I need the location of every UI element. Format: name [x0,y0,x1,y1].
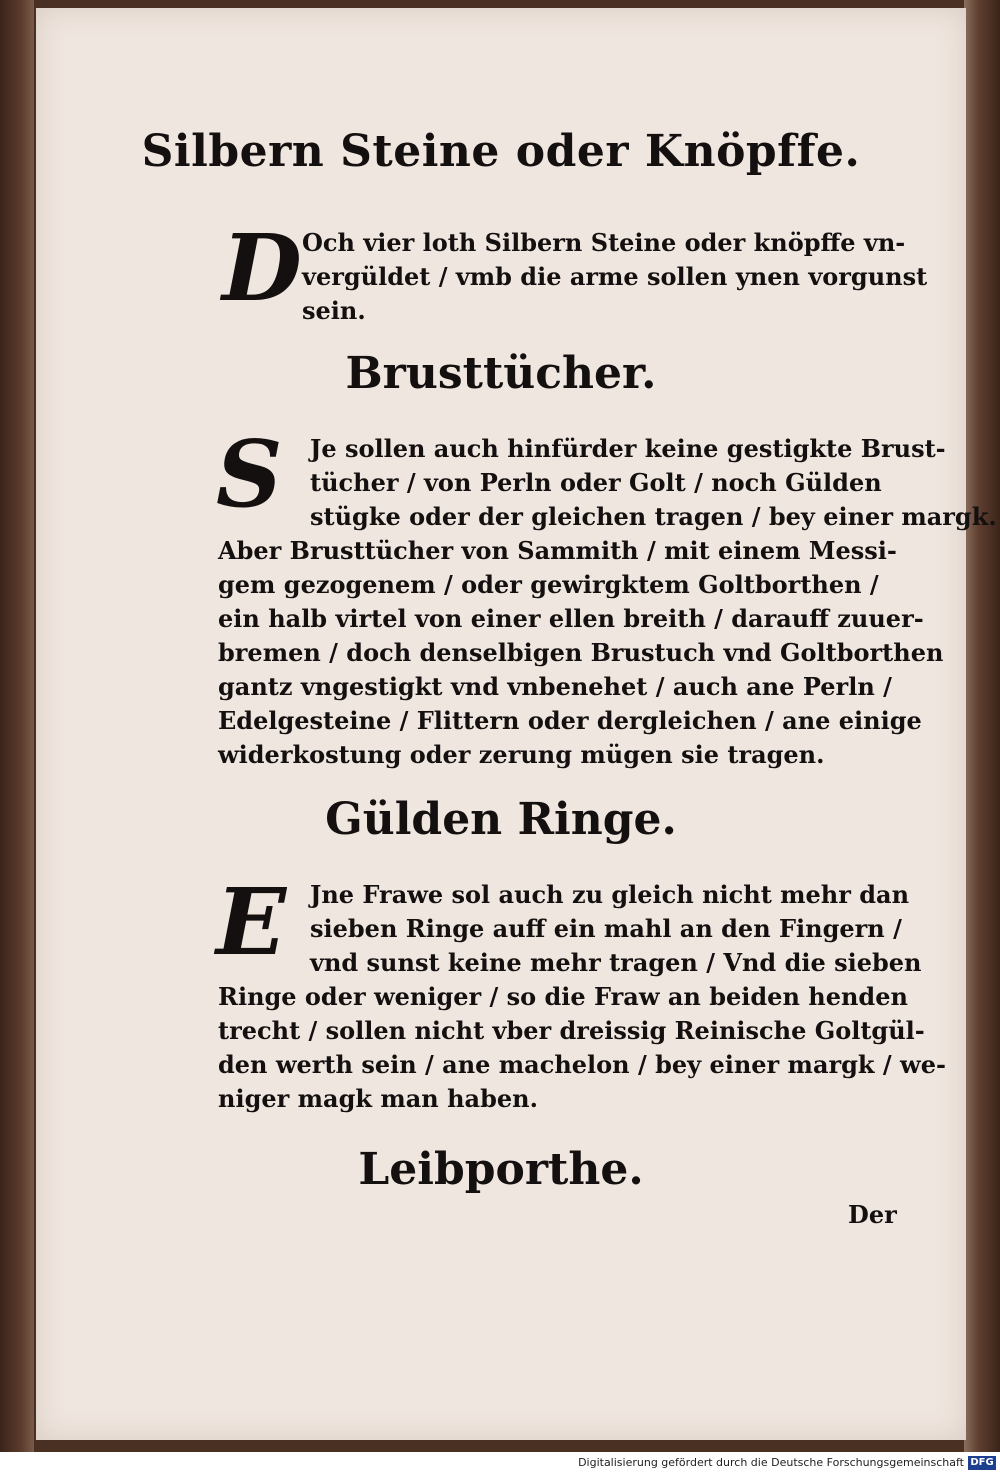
drop-initial-e: E [216,868,287,976]
book-edge-right [964,0,1000,1452]
text-line: Je sollen auch hinfürder keine gestigkte Brust- [310,434,946,463]
paragraph-brusttuecher [218,432,997,772]
text-line: sein. [302,296,366,325]
text-line: trecht / sollen nicht vber dreissig Reinische Goltgül- [218,1016,925,1045]
text-line: vergüldet / vmb die arme sollen ynen vorgunst [302,262,928,291]
heading-brusttuecher: Brusttücher. [345,348,657,399]
funding-credit: Digitalisierung gefördert durch die Deutsche Forschungsgemeinschaft [578,1456,964,1469]
text-line: stügke oder der gleichen tragen / bey einer margk. [310,502,997,531]
text-line: den werth sein / ane machelon / bey einer margk / we- [218,1050,946,1079]
catchword: Der [848,1200,897,1229]
heading-gulden-ringe: Gülden Ringe. [325,794,677,845]
text-line: sieben Ringe auff ein mahl an den Fingern / [310,914,902,943]
footer-bar [0,1452,1000,1476]
heading-leibporthe: Leibporthe. [358,1144,644,1195]
text-line: Aber Brusttücher von Sammith / mit einem Messi- [218,536,897,565]
text-line: Jne Frawe sol auch zu gleich nicht mehr dan [310,880,910,909]
book-page [36,8,997,1440]
drop-initial-s: S [216,420,283,528]
text-line: Och vier loth Silbern Steine oder knöpffe vn- [302,228,906,257]
text-line: Edelgesteine / Flittern oder dergleichen / ane einige [218,706,922,735]
text-line: niger magk man haben. [218,1084,538,1113]
text-line: bremen / doch denselbigen Brustuch vnd Goltborthen [218,638,944,667]
text-line: tücher / von Perln oder Golt / noch Gülden [310,468,882,497]
paragraph-silbern-steine [218,226,928,328]
book-edge-left [0,0,34,1452]
text-line: Ringe oder weniger / so die Fraw an beiden henden [218,982,908,1011]
text-line: widerkostung oder zerung mügen sie tragen. [218,740,825,769]
paragraph-gulden-ringe [216,868,946,1116]
text-line: ein halb virtel von einer ellen breith / darauff zuuer- [218,604,924,633]
drop-initial-d: D [222,214,302,322]
dfg-logo: DFG [968,1456,996,1470]
text-line: vnd sunst keine mehr tragen / Vnd die sieben [310,948,922,977]
text-line: gem gezogenem / oder gewirgktem Goltborthen / [218,570,879,599]
heading-silbern-steine: Silbern Steine oder Knöpffe. [141,126,861,177]
text-line: gantz vngestigkt vnd vnbenehet / auch ane Perln / [218,672,892,701]
